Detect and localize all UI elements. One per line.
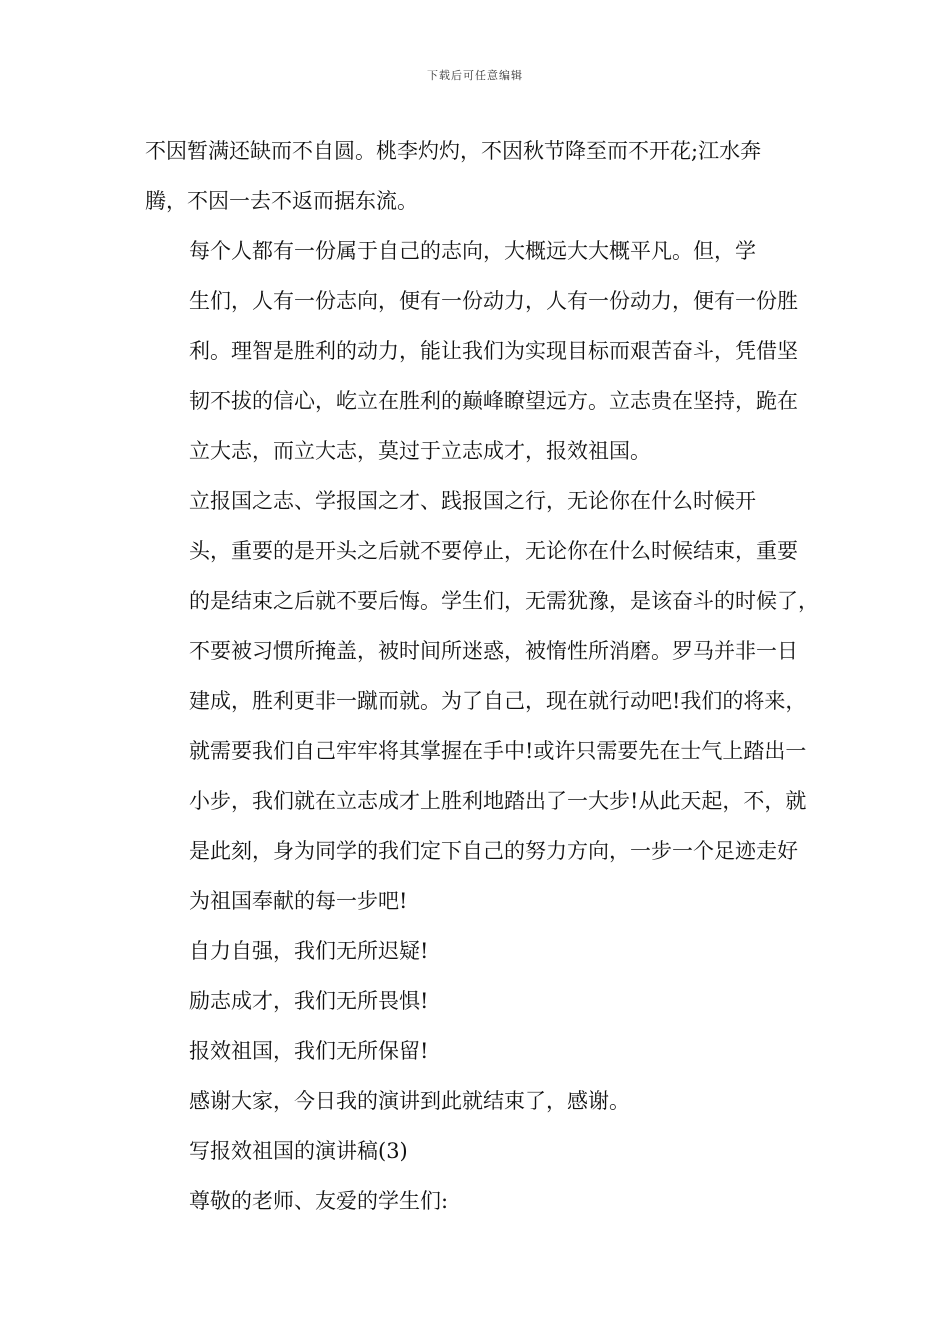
text-line: 感谢大家，今日我的演讲到此就结束了，感谢。 [189,1089,630,1113]
paragraph [145,1076,805,1126]
text-line: 腾，不因一去不返而据东流。 [145,189,418,213]
text-line: 韧不拔的信心，屹立在胜利的巅峰瞭望远方。立志贵在坚持，跪在 [189,389,798,413]
text-line: 报效祖国，我们无所保留! [189,1039,429,1063]
text-line: 生们，人有一份志向，便有一份动力，人有一份动力，便有一份胜 [189,289,798,313]
text-line: 利。理智是胜利的动力，能让我们为实现目标而艰苦奋斗，凭借坚 [189,339,798,363]
text-line: 就需要我们自己牢牢将其掌握在手中!或许只需要先在士气上踏出一 [189,739,807,763]
text-line: 不要被习惯所掩盖，被时间所迷惑，被惰性所消磨。罗马并非一日 [189,639,798,663]
text-line: 立大志，而立大志，莫过于立志成才，报效祖国。 [189,439,651,463]
text-line: 小步，我们就在立志成才上胜利地踏出了一大步!从此天起，不，就 [189,789,807,813]
text-line: 立报国之志、学报国之才、践报国之行，无论你在什么时候开 [189,489,756,513]
paragraph [145,1126,805,1176]
text-line: 不因暂满还缺而不自圆。桃李灼灼，不因秋节降至而不开花;江水奔 [145,139,762,163]
text-line: 励志成才，我们无所畏惧! [189,989,429,1013]
text-line: 头，重要的是开头之后就不要停止，无论你在什么时候结束，重要 [189,539,798,563]
paragraph [145,926,805,976]
paragraph [145,226,805,476]
text-line: 为祖国奉献的每一步吧! [189,889,408,913]
paragraph [145,1026,805,1076]
text-line: 建成，胜利更非一蹴而就。为了自己，现在就行动吧!我们的将来， [189,689,807,713]
page-header: 下载后可任意编辑 [427,69,523,82]
paragraph [145,126,805,226]
paragraph [145,976,805,1026]
text-line: 尊敬的老师、友爱的学生们: [189,1189,449,1213]
text-line: 每个人都有一份属于自己的志向，大概远大大概平凡。但，学 [189,239,756,263]
text-line: 自力自强，我们无所迟疑! [189,939,429,963]
text-line: 是此刻，身为同学的我们定下自己的努力方向，一步一个足迹走好 [189,839,798,863]
text-line: 写报效祖国的演讲稿(3) [189,1139,408,1163]
paragraph [145,1176,805,1226]
paragraph [145,476,819,926]
document-body [145,126,819,1226]
text-line: 的是结束之后就不要后悔。学生们，无需犹豫，是该奋斗的时候了， [189,589,819,613]
